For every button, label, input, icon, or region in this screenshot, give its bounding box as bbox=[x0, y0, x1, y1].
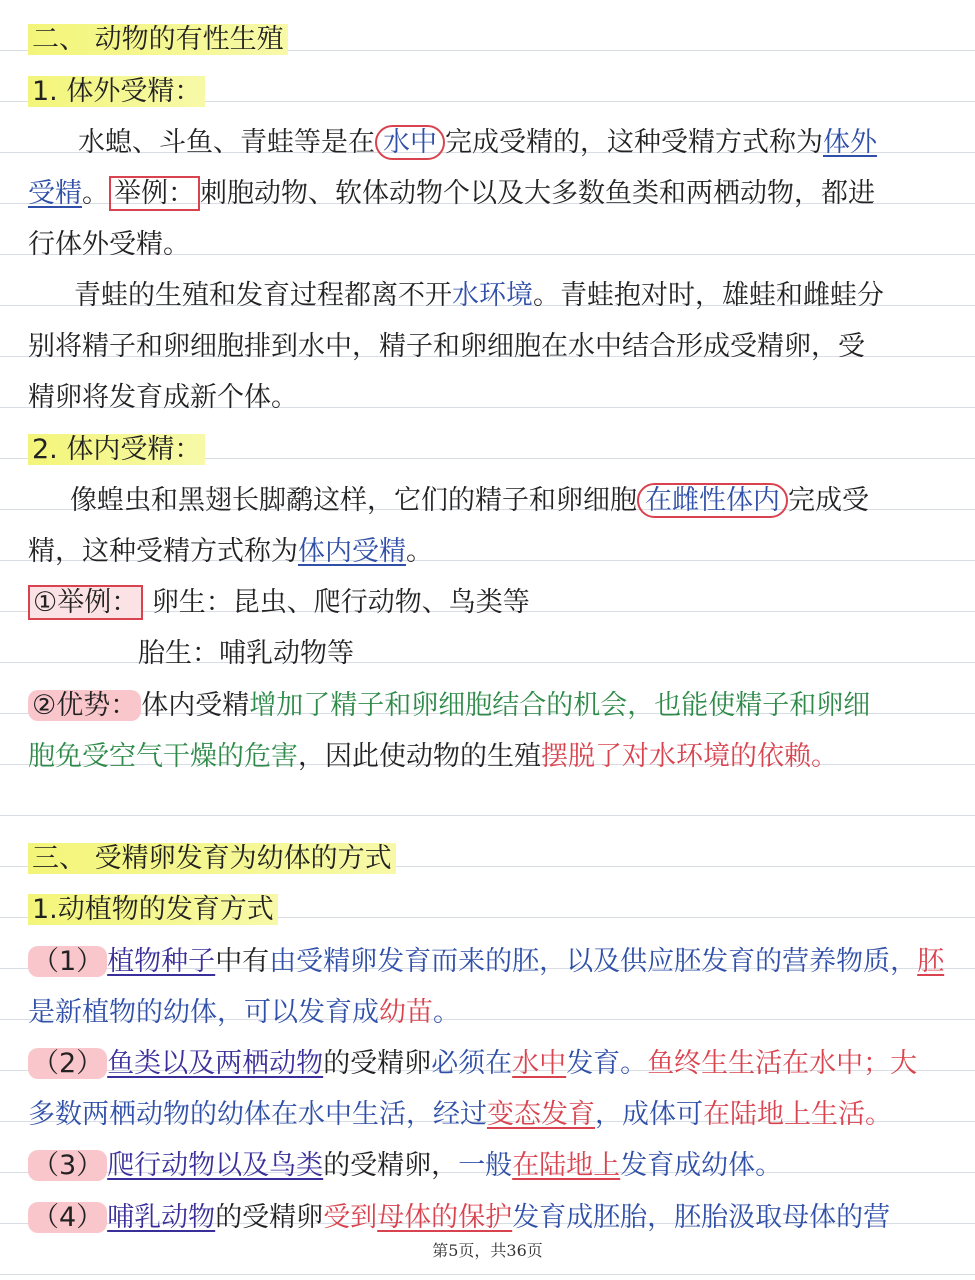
red-term: 母体的保护 bbox=[377, 1202, 513, 1233]
text: 。青蛙抱对时，雄蛙和雌蛙分 bbox=[533, 280, 884, 311]
circled-term: 在雌性体内 bbox=[637, 483, 788, 518]
list-item bbox=[28, 1038, 955, 1089]
text: 体内受精 bbox=[141, 690, 250, 721]
text: ，因此使动物的生殖 bbox=[298, 741, 541, 772]
example-line bbox=[28, 628, 955, 679]
paragraph-line bbox=[28, 219, 955, 270]
text: 的受精卵 bbox=[323, 1048, 432, 1079]
circled-term: 水中 bbox=[375, 125, 445, 160]
text: 完成受 bbox=[788, 485, 869, 516]
text: 的受精卵 bbox=[215, 1202, 324, 1233]
section-title-text: 三、 受精卵发育为幼体的方式 bbox=[28, 843, 396, 874]
highlight-term: 水环境 bbox=[452, 280, 533, 311]
advantage-label: ②优势： bbox=[28, 690, 141, 721]
paragraph-line bbox=[28, 526, 955, 577]
subheading-development bbox=[28, 884, 955, 935]
green-text: 增加了精子和卵细胞结合的机会，也能使精子和卵细 bbox=[249, 690, 871, 721]
green-text: 胞免受空气干燥的危害 bbox=[28, 741, 298, 772]
subheading-text: 1. 体外受精： bbox=[28, 76, 205, 107]
blue-text: 是新植物的幼体，可以发育成 bbox=[28, 997, 379, 1028]
text: 。 bbox=[433, 997, 460, 1028]
blue-text: 发育成胚胎，胚胎汲取母体的营 bbox=[512, 1202, 891, 1233]
red-term: 在陆地上 bbox=[512, 1150, 621, 1181]
boxed-label: 举例： bbox=[109, 176, 200, 211]
item-number: （1） bbox=[28, 946, 107, 977]
text: 水螅、斗鱼、青蛙等是在 bbox=[78, 127, 375, 158]
underlined-term: 植物种子 bbox=[107, 946, 216, 977]
paragraph-line bbox=[28, 168, 955, 219]
text: 。 bbox=[82, 178, 109, 209]
blue-text: 多数两栖动物的幼体在水中生活，经过 bbox=[28, 1099, 487, 1130]
paragraph-line bbox=[28, 270, 955, 321]
text: 像蝗虫和黑翅长脚鹬这样，它们的精子和卵细胞 bbox=[70, 485, 637, 516]
red-term: 变态发育 bbox=[487, 1099, 595, 1130]
example-label: ①举例： bbox=[28, 585, 143, 620]
text: 。 bbox=[406, 536, 433, 567]
text: 刺胞动物、软体动物个以及大多数鱼类和两栖动物，都进 bbox=[200, 178, 875, 209]
page-footer: 第5页，共36页 bbox=[432, 1241, 543, 1260]
underlined-term: 哺乳动物 bbox=[107, 1202, 216, 1233]
section-title bbox=[28, 833, 955, 884]
subheading-text: 2. 体内受精： bbox=[28, 434, 205, 465]
underlined-term: 体内受精 bbox=[298, 536, 406, 567]
red-term: 胚 bbox=[917, 946, 945, 977]
item-number: （3） bbox=[28, 1150, 107, 1181]
list-item-continued bbox=[28, 1089, 955, 1140]
item-number: （4） bbox=[28, 1202, 107, 1233]
text: 的受精卵， bbox=[323, 1150, 459, 1181]
section-title bbox=[28, 14, 955, 65]
subheading-internal-fertilization bbox=[28, 424, 955, 475]
red-text: 受到 bbox=[323, 1202, 378, 1233]
underlined-term: 爬行动物以及鸟类 bbox=[107, 1150, 324, 1181]
list-item bbox=[28, 936, 955, 987]
text: 完成受精的，这种受精方式称为 bbox=[445, 127, 823, 158]
item-number: （2） bbox=[28, 1048, 107, 1079]
blue-text: 一般 bbox=[458, 1150, 513, 1181]
subheading-text: 1.动植物的发育方式 bbox=[28, 894, 278, 925]
blue-text: 发育成幼体。 bbox=[620, 1150, 783, 1181]
underlined-term: 鱼类以及两栖动物 bbox=[107, 1048, 324, 1079]
blue-text: 发育。 bbox=[566, 1048, 648, 1079]
subheading-external-fertilization bbox=[28, 66, 955, 117]
text: 胎生：哺乳动物等 bbox=[138, 638, 354, 669]
red-text: 在陆地上生活。 bbox=[703, 1099, 892, 1130]
blue-text: ，成体可 bbox=[595, 1099, 703, 1130]
advantage-line bbox=[28, 731, 955, 782]
red-text: 鱼终生生活在水中；大 bbox=[647, 1048, 918, 1079]
red-term: 水中 bbox=[512, 1048, 567, 1079]
red-term: 幼苗 bbox=[379, 997, 433, 1028]
paragraph-line bbox=[28, 321, 955, 372]
blue-text: 由受精卵发育而来的胚，以及供应胚发育的营养物质， bbox=[269, 946, 918, 977]
section-title-text: 二、 动物的有性生殖 bbox=[28, 24, 288, 55]
text: 中有 bbox=[215, 946, 270, 977]
list-item bbox=[28, 1140, 955, 1191]
text: 卵生：昆虫、爬行动物、鸟类等 bbox=[151, 587, 530, 618]
underlined-term: 受精 bbox=[28, 178, 82, 209]
text: 精，这种受精方式称为 bbox=[28, 536, 298, 567]
underlined-term: 体外 bbox=[823, 127, 877, 158]
text: 别将精子和卵细胞排到水中，精子和卵细胞在水中结合形成受精卵，受 bbox=[28, 331, 865, 362]
text: 青蛙的生殖和发育过程都离不开 bbox=[74, 280, 452, 311]
paragraph-line bbox=[28, 372, 955, 423]
paragraph-line bbox=[28, 475, 955, 526]
advantage-line bbox=[28, 680, 955, 731]
text: 精卵将发育成新个体。 bbox=[28, 382, 298, 413]
text: 行体外受精。 bbox=[28, 229, 190, 260]
list-item bbox=[28, 1192, 955, 1243]
example-line bbox=[28, 577, 955, 628]
paragraph-line bbox=[28, 117, 955, 168]
red-text: 摆脱了对水环境的依赖。 bbox=[541, 741, 838, 772]
blue-text: 必须在 bbox=[431, 1048, 513, 1079]
list-item-continued bbox=[28, 987, 955, 1038]
